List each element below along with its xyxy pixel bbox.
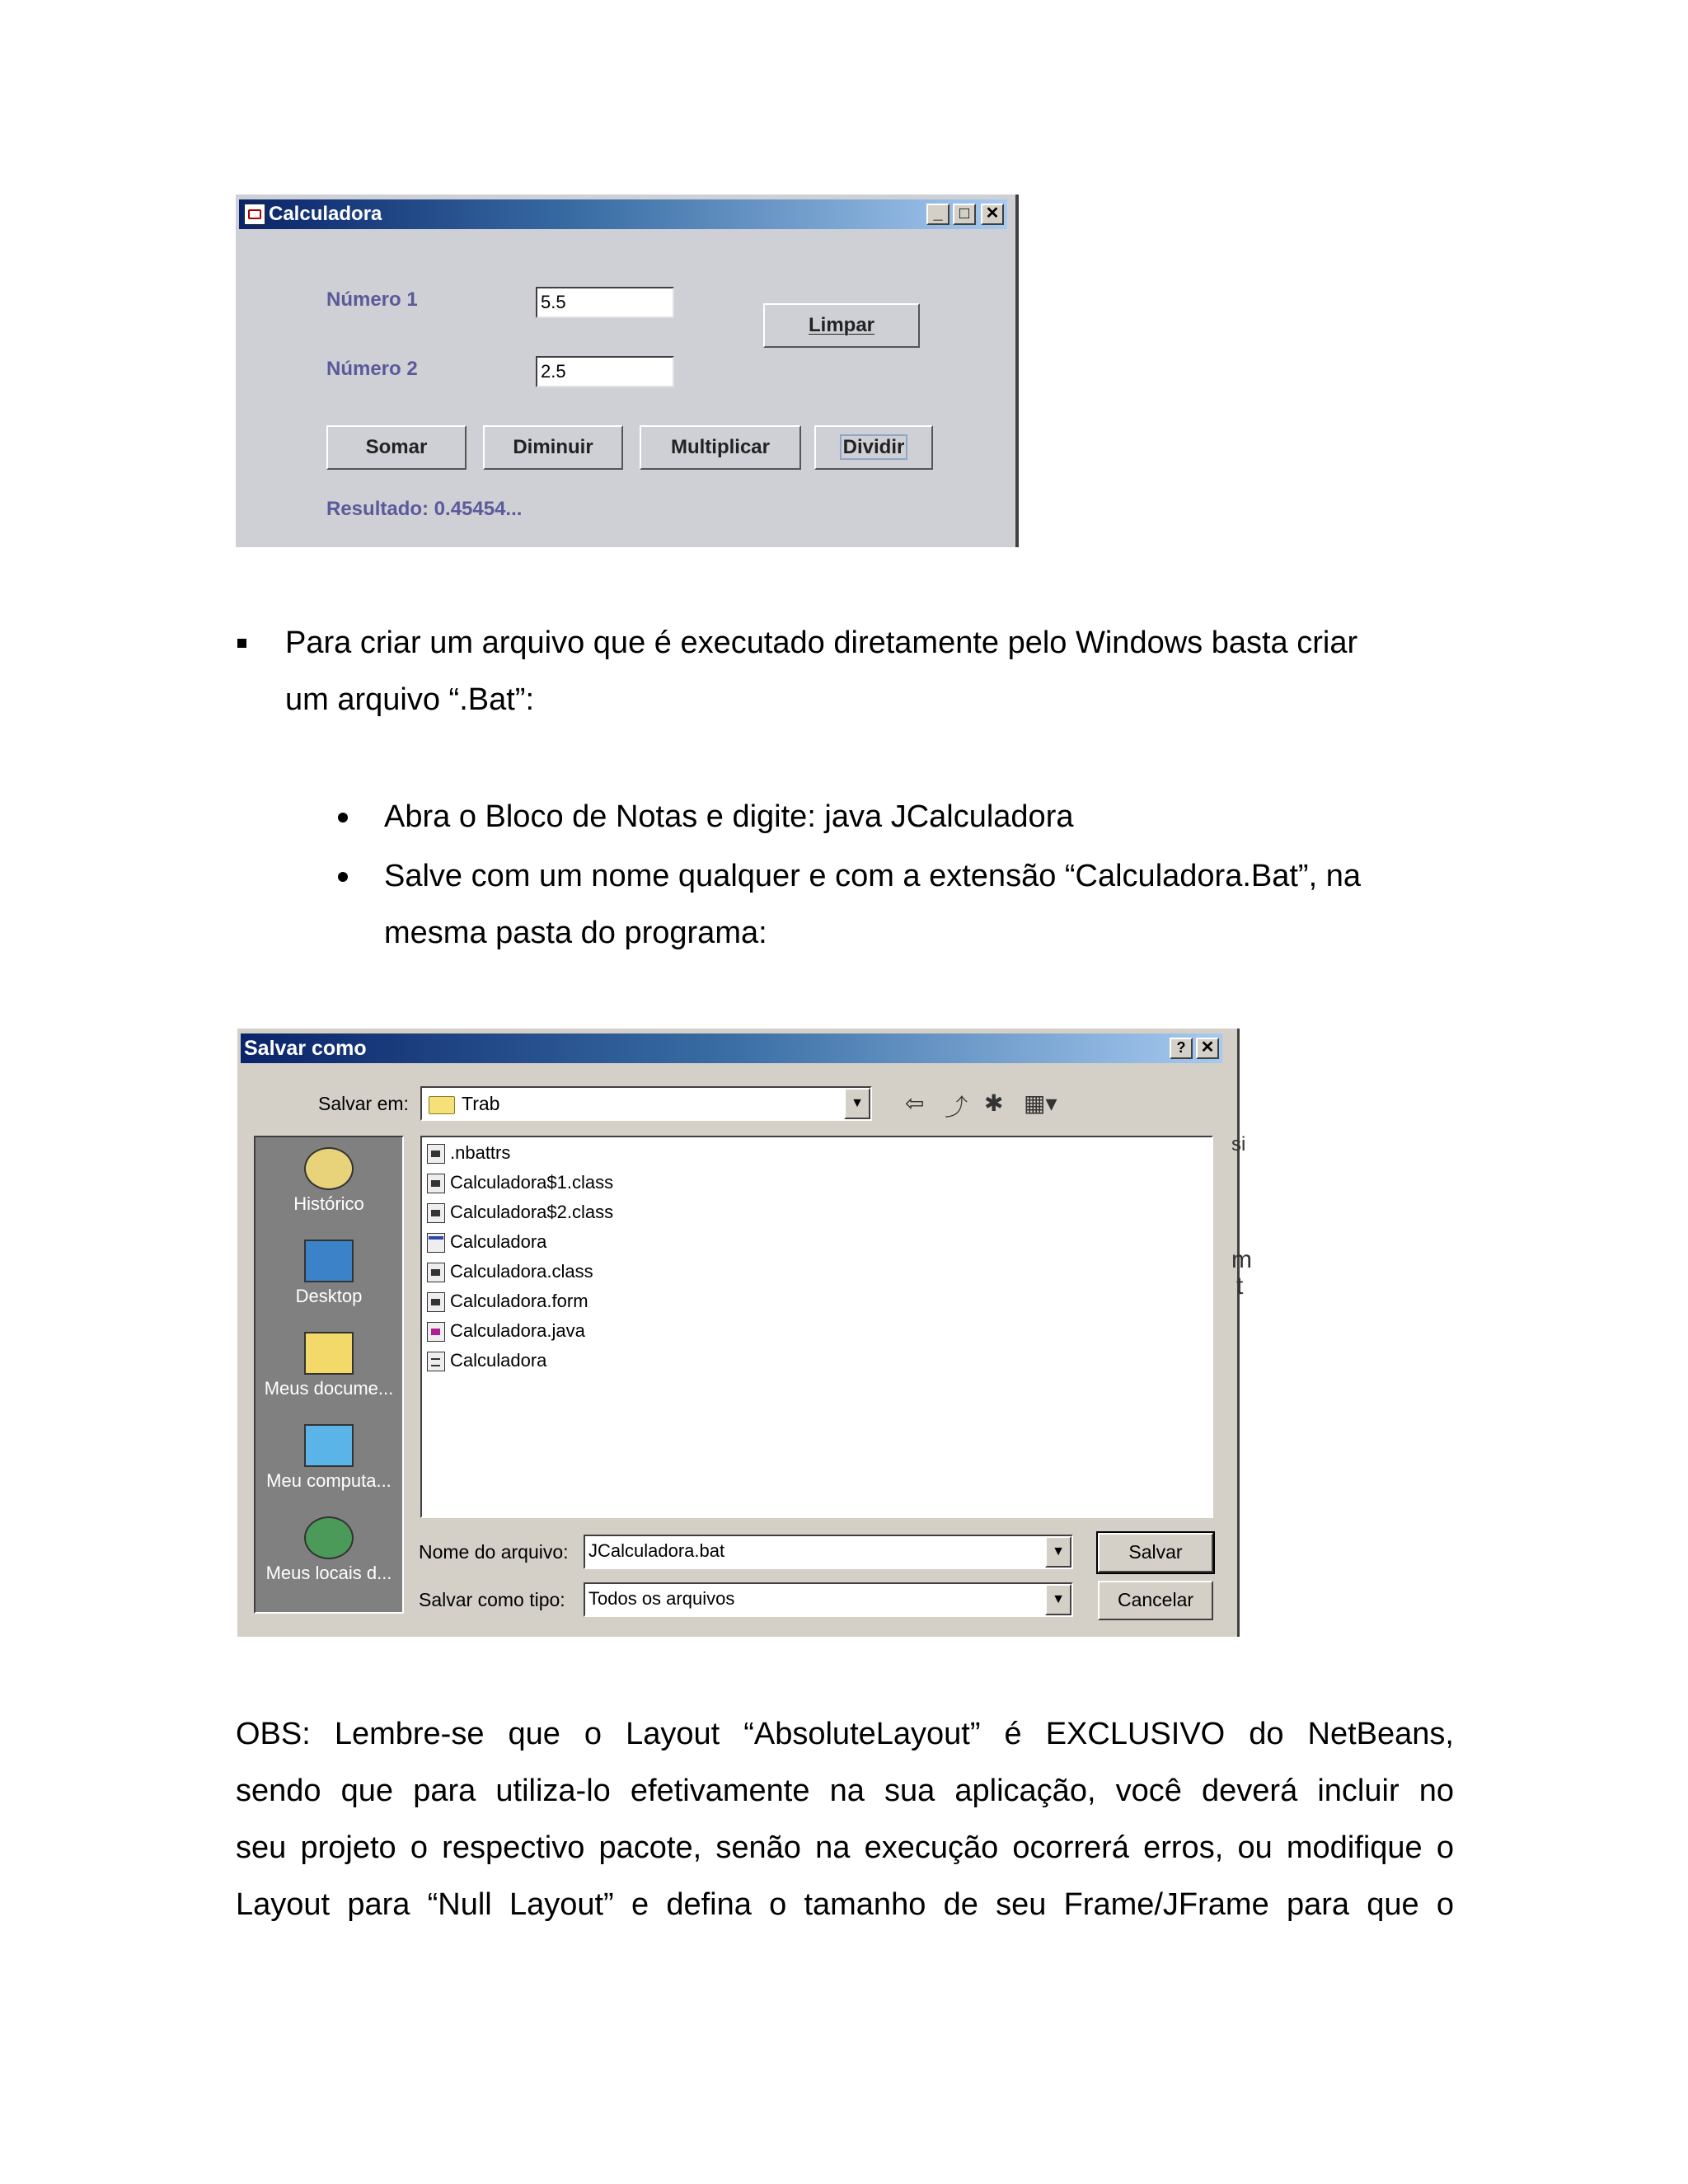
dot-bullet-icon bbox=[338, 813, 348, 823]
chevron-down-icon[interactable]: ▼ bbox=[1045, 1584, 1071, 1615]
obs-line-2: sendo que para utiliza-lo efetivamente na sua aplicação, você deverá incluir no bbox=[236, 1774, 1454, 1808]
maximize-icon[interactable]: □ bbox=[953, 204, 976, 225]
calculator-titlebar bbox=[239, 199, 1007, 229]
square-bullet-icon bbox=[237, 639, 246, 648]
place-network[interactable] bbox=[256, 1516, 402, 1584]
dialog-titlebar bbox=[241, 1033, 1222, 1063]
obs-line-1: OBS: Lembre-se que o Layout “AbsoluteLayout” é EXCLUSIVO do NetBeans, bbox=[236, 1717, 1454, 1751]
step-1: Abra o Bloco de Notas e digite: java JCalculadora bbox=[384, 799, 1074, 834]
file-name: Calculadora bbox=[450, 1231, 547, 1252]
desktop-icon bbox=[304, 1240, 354, 1282]
computer-icon bbox=[304, 1424, 354, 1467]
calculator-title: Calculadora bbox=[269, 203, 382, 225]
cancel-button[interactable]: Cancelar bbox=[1098, 1581, 1213, 1620]
file-name: Calculadora bbox=[450, 1350, 547, 1371]
add-button[interactable] bbox=[326, 425, 467, 470]
step-2-line-2: mesma pasta do programa: bbox=[384, 916, 767, 950]
subtract-button[interactable] bbox=[483, 425, 623, 470]
file-name: Calculadora.java bbox=[450, 1320, 585, 1341]
filetype-value: Todos os arquivos bbox=[588, 1588, 735, 1609]
close-icon[interactable]: ✕ bbox=[981, 204, 1004, 225]
file-name: Calculadora$2.class bbox=[450, 1202, 614, 1222]
calculator-window bbox=[236, 194, 1019, 547]
place-label: Histórico bbox=[293, 1193, 364, 1214]
file-list[interactable] bbox=[420, 1136, 1213, 1518]
filename-input[interactable] bbox=[584, 1535, 1073, 1569]
application-icon bbox=[427, 1233, 445, 1253]
place-label: Meu computa... bbox=[266, 1470, 392, 1491]
subtract-button-label: Diminuir bbox=[513, 436, 593, 458]
file-item[interactable] bbox=[427, 1259, 593, 1284]
filename-value: JCalculadora.bat bbox=[588, 1540, 725, 1561]
file-item[interactable] bbox=[427, 1170, 613, 1195]
network-icon bbox=[304, 1516, 354, 1559]
text-file-icon bbox=[427, 1352, 445, 1371]
view-menu-icon[interactable]: ▦▾ bbox=[1024, 1090, 1057, 1116]
history-icon bbox=[304, 1147, 354, 1190]
place-my-computer[interactable] bbox=[256, 1424, 402, 1492]
chevron-down-icon[interactable]: ▼ bbox=[844, 1088, 870, 1119]
help-icon[interactable]: ? bbox=[1170, 1038, 1193, 1059]
up-folder-icon[interactable]: ⤴ bbox=[945, 1094, 968, 1120]
instruction-line-1: Para criar um arquivo que é executado diretamente pelo Windows basta criar bbox=[285, 626, 1358, 660]
filename-label: Nome do arquivo: bbox=[419, 1541, 569, 1563]
file-item[interactable] bbox=[427, 1141, 510, 1165]
clipped-text-fragment: t bbox=[1236, 1272, 1244, 1300]
back-icon[interactable]: ⇦ bbox=[905, 1090, 925, 1116]
documents-folder-icon bbox=[304, 1332, 354, 1375]
place-label: Desktop bbox=[295, 1286, 363, 1306]
place-history[interactable] bbox=[256, 1147, 402, 1215]
add-button-label: Somar bbox=[365, 436, 428, 458]
number1-input[interactable]: 5.5 bbox=[536, 287, 674, 318]
look-in-value: Trab bbox=[462, 1093, 500, 1114]
file-icon bbox=[427, 1292, 445, 1312]
instruction-line-2: um arquivo “.Bat”: bbox=[285, 682, 534, 717]
file-icon bbox=[427, 1263, 445, 1282]
divide-button[interactable] bbox=[814, 425, 933, 470]
file-item[interactable] bbox=[427, 1230, 546, 1254]
folder-icon bbox=[429, 1096, 455, 1114]
java-app-icon bbox=[244, 204, 265, 225]
number2-input[interactable]: 2.5 bbox=[536, 356, 674, 387]
minimize-icon[interactable]: _ bbox=[926, 204, 950, 225]
file-name: Calculadora.class bbox=[450, 1261, 593, 1282]
filetype-select[interactable] bbox=[584, 1582, 1073, 1617]
file-item[interactable] bbox=[427, 1348, 546, 1373]
file-item[interactable] bbox=[427, 1319, 585, 1343]
place-label: Meus docume... bbox=[264, 1378, 394, 1399]
dialog-close-icon[interactable]: ✕ bbox=[1196, 1038, 1219, 1059]
look-in-combo[interactable] bbox=[420, 1086, 872, 1121]
clipped-text-fragment: si bbox=[1231, 1133, 1246, 1155]
file-icon bbox=[427, 1174, 445, 1193]
chevron-down-icon[interactable]: ▼ bbox=[1045, 1536, 1071, 1568]
clear-button-label: Limpar bbox=[808, 314, 874, 336]
clipped-text-fragment: m bbox=[1231, 1246, 1252, 1273]
obs-line-3: seu projeto o respectivo pacote, senão na execução ocorrerá erros, ou modifique o bbox=[236, 1830, 1454, 1865]
clear-button[interactable] bbox=[763, 303, 920, 348]
file-item[interactable] bbox=[427, 1289, 588, 1314]
file-icon bbox=[427, 1144, 445, 1164]
place-my-documents[interactable] bbox=[256, 1332, 402, 1399]
filetype-label: Salvar como tipo: bbox=[419, 1589, 565, 1610]
step-2-line-1: Salve com um nome qualquer e com a extensão “Calculadora.Bat”, na bbox=[384, 859, 1361, 893]
file-name: Calculadora.form bbox=[450, 1291, 588, 1311]
place-label: Meus locais d... bbox=[265, 1563, 392, 1583]
save-button[interactable]: Salvar bbox=[1098, 1533, 1213, 1572]
number2-label: Número 2 bbox=[326, 358, 418, 380]
file-name: Calculadora$1.class bbox=[450, 1172, 614, 1193]
number1-label: Número 1 bbox=[326, 288, 418, 311]
file-name: .nbattrs bbox=[450, 1142, 511, 1163]
dot-bullet-icon bbox=[338, 872, 348, 882]
look-in-label: Salvar em: bbox=[318, 1093, 409, 1114]
result-label: Resultado: 0.45454... bbox=[326, 498, 523, 520]
obs-line-4: Layout para “Null Layout” e defina o tamanho de seu Frame/JFrame para que o bbox=[236, 1887, 1454, 1922]
multiply-button[interactable] bbox=[640, 425, 801, 470]
file-icon bbox=[427, 1203, 445, 1223]
file-item[interactable] bbox=[427, 1200, 613, 1225]
divide-button-label: Dividir bbox=[842, 436, 905, 458]
save-as-dialog bbox=[237, 1029, 1240, 1637]
places-bar bbox=[254, 1136, 404, 1614]
java-file-icon bbox=[427, 1322, 445, 1342]
new-folder-icon[interactable]: ✱ bbox=[984, 1090, 1004, 1116]
place-desktop[interactable] bbox=[256, 1240, 402, 1307]
multiply-button-label: Multiplicar bbox=[670, 436, 770, 458]
dialog-title: Salvar como bbox=[244, 1037, 367, 1060]
